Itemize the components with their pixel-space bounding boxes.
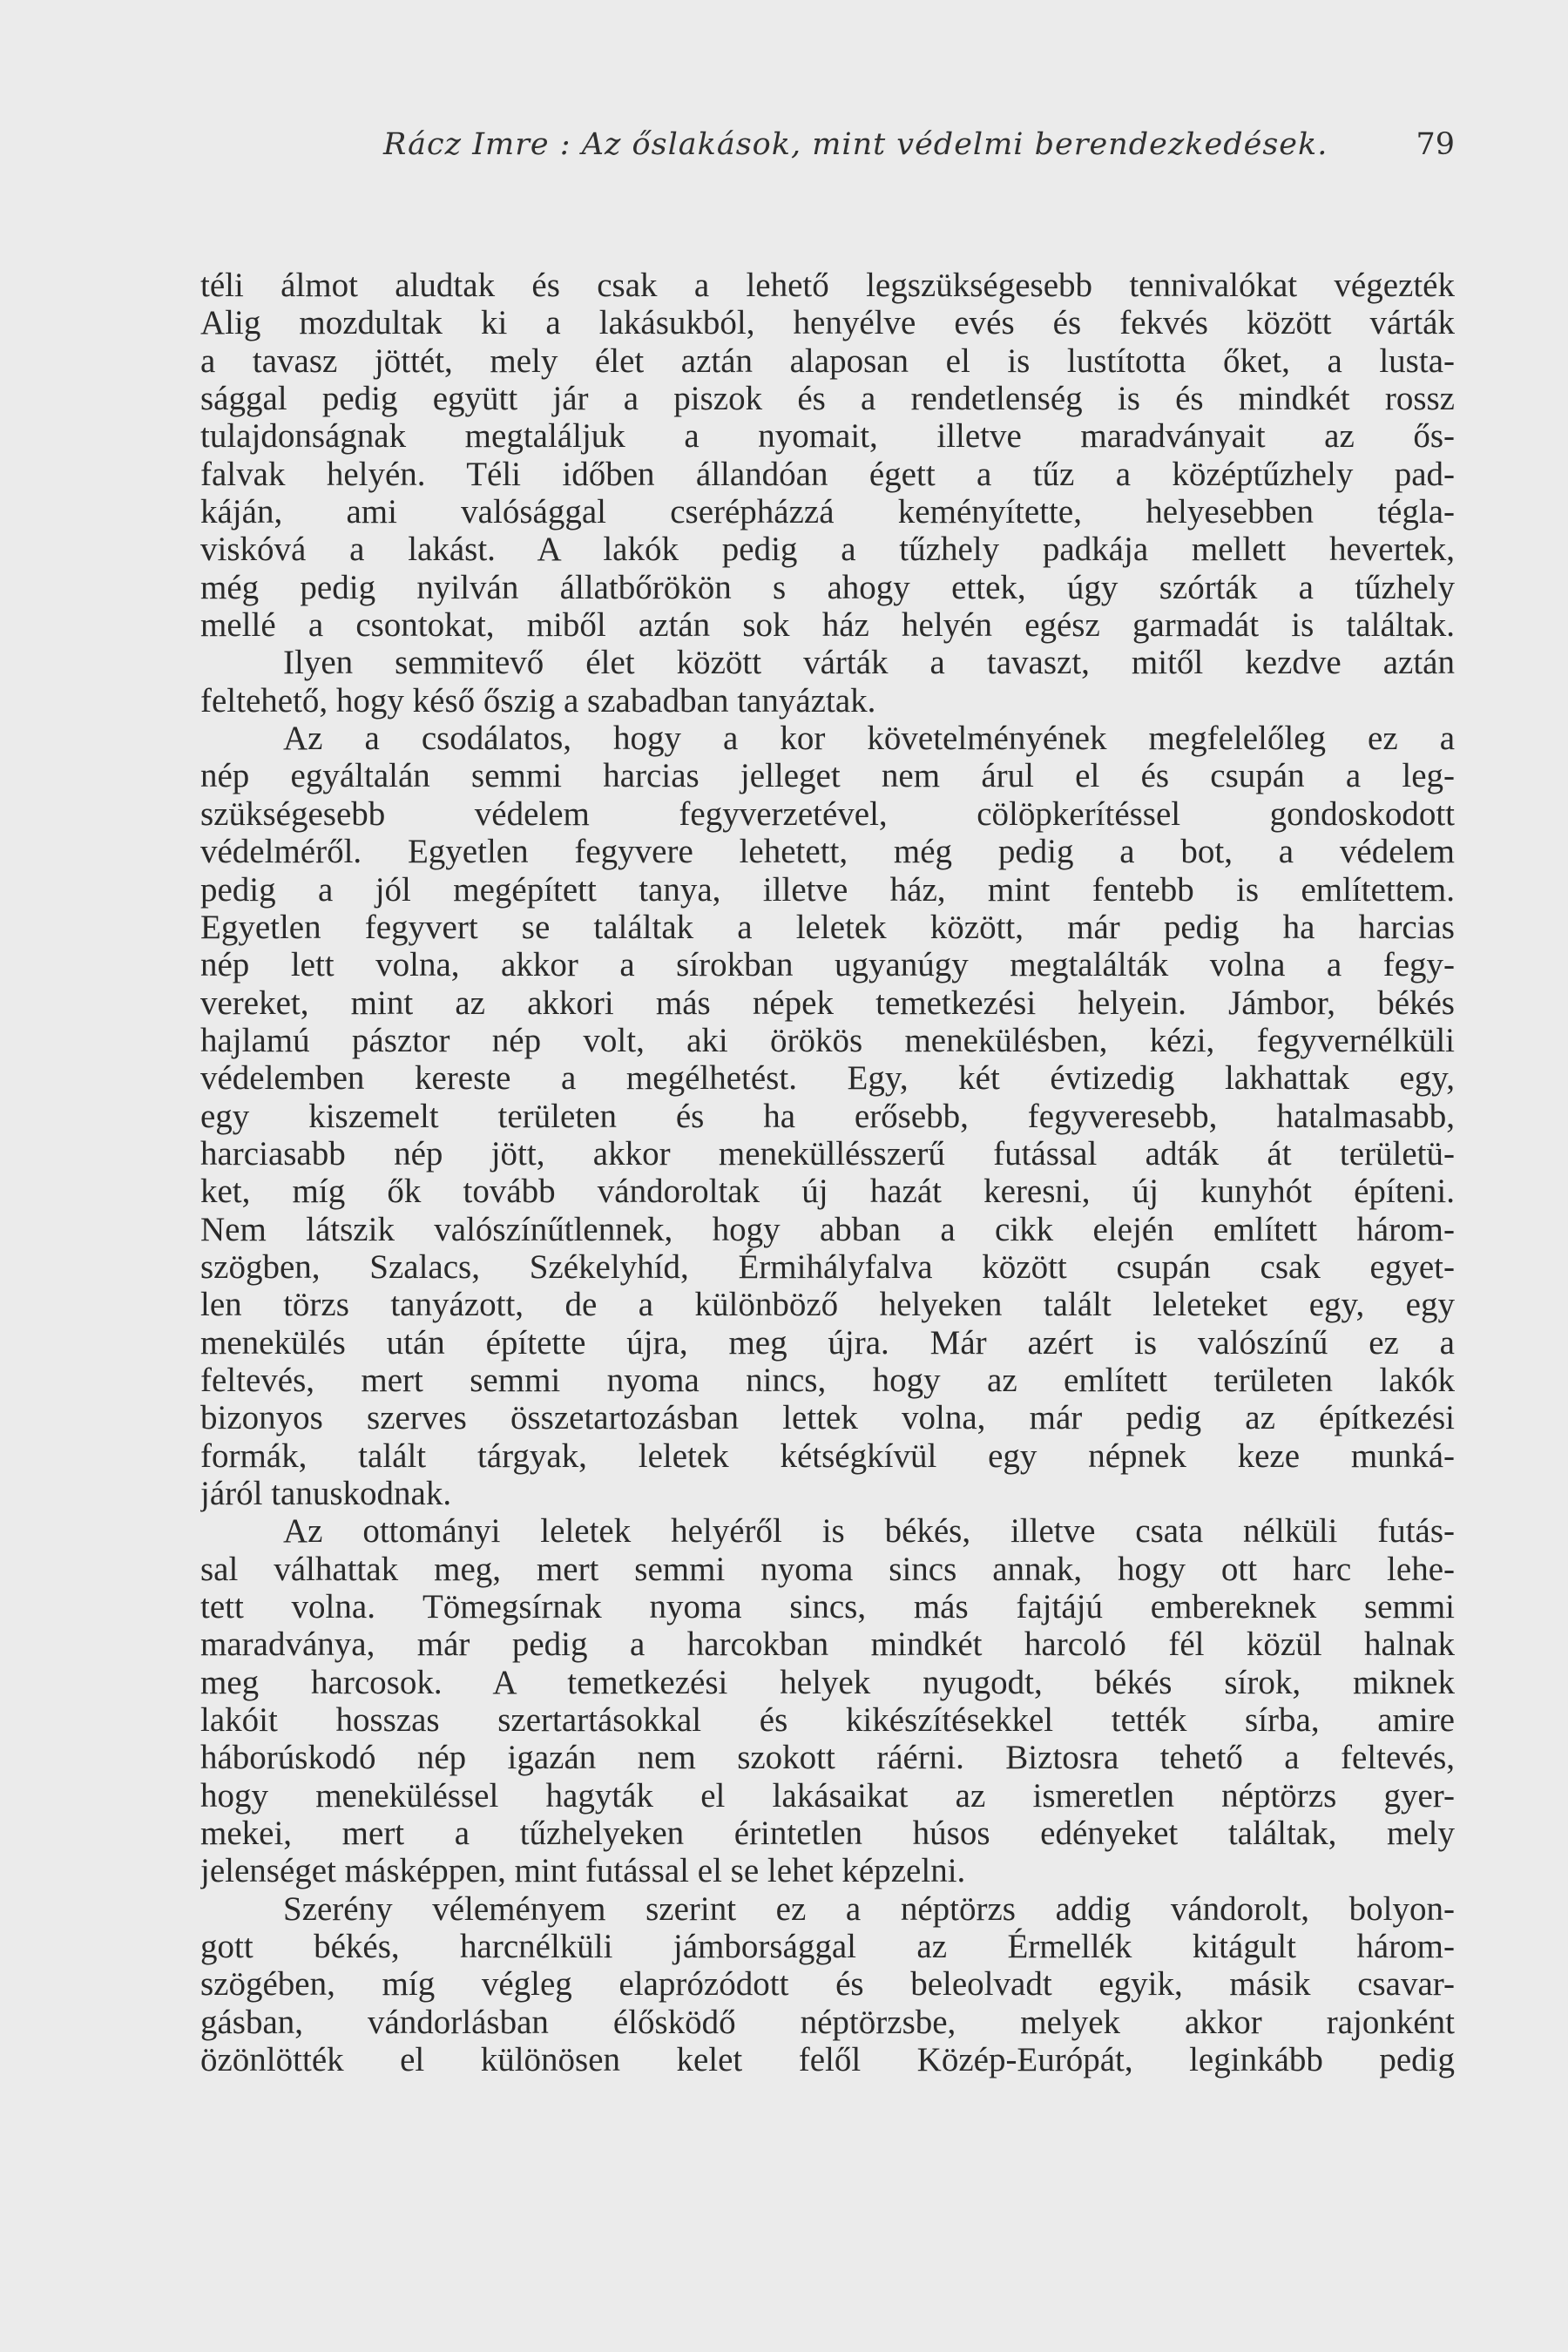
paragraph-4 bbox=[200, 1512, 1455, 1889]
text-line: tulajdonságnak megtaláljuk a nyomait, illetve maradványait az ős- bbox=[200, 417, 1455, 456]
text-line: Az a csodálatos, hogy a kor követelményének megfelelőleg ez a bbox=[283, 720, 1455, 758]
text-line: a tavasz jöttét, mely élet aztán alaposan el is lustította őket, a lusta- bbox=[200, 341, 1455, 380]
text-line: gott békés, harcnélküli jámborsággal az Érmellék kitágult három- bbox=[200, 1928, 1455, 1966]
text-line: téli álmot aludtak és csak a lehető legszükségesebb tennivalókat végezték bbox=[200, 267, 1455, 304]
text-line: gásban, vándorlásban élősködő néptörzsbe, melyek akkor rajonként bbox=[200, 2003, 1455, 2041]
text-line: hajlamú pásztor nép volt, aki örökös menekülésben, kézi, fegyvernélküli bbox=[200, 1021, 1455, 1059]
text-line: jelenséget másképpen, mint futással el se lehet képzelni. bbox=[200, 1852, 966, 1890]
text-line: meg harcosok. A temetkezési helyek nyugodt, békés sírok, miknek bbox=[200, 1663, 1455, 1701]
running-title: Rácz Imre : Az őslakások, mint védelmi berendezkedések. bbox=[383, 127, 1328, 162]
text-line: pedig a jól megépített tanya, illetve ház, mint fentebb is említettem. bbox=[200, 870, 1455, 909]
text-line: bizonyos szerves összetartozásban lettek volna, már pedig az építkezési bbox=[200, 1399, 1455, 1437]
text-line: formák, talált tárgyak, leletek kétségkívül egy népnek keze munká- bbox=[200, 1436, 1455, 1475]
text-line: özönlötték el különösen kelet felől Közép-Európát, leginkább pedig bbox=[200, 2041, 1455, 2079]
body-text bbox=[200, 267, 1455, 2079]
paragraph-3 bbox=[200, 720, 1455, 1512]
text-line: védelemben kereste a megélhetést. Egy, két évtizedig lakhattak egy, bbox=[200, 1059, 1455, 1098]
text-line: Szerény véleményem szerint ez a néptörzs addig vándorolt, bolyon- bbox=[283, 1889, 1455, 1928]
text-line: egy kiszemelt területen és ha erősebb, fegyveresebb, hatalmasabb, bbox=[200, 1097, 1455, 1135]
text-line: sal válhattak meg, mert semmi nyoma sincs annak, hogy ott harc lehe- bbox=[200, 1550, 1455, 1588]
text-line: szögében, míg végleg elaprózódott és beleolvadt egyik, másik csavar- bbox=[200, 1965, 1455, 2004]
text-line: még pedig nyilván állatbőrökön s ahogy ettek, úgy szórták a tűzhely bbox=[200, 568, 1455, 606]
text-line: viskóvá a lakást. A lakók pedig a tűzhely padkája mellett hevertek, bbox=[200, 531, 1455, 569]
text-line: Nem látszik valószínűtlennek, hogy abban a cikk elején említett három- bbox=[200, 1210, 1455, 1248]
text-line: Alig mozdultak ki a lakásukból, henyélve evés és fekvés között várták bbox=[200, 304, 1455, 342]
text-line: háborúskodó nép igazán nem szokott ráérni. Biztosra tehető a feltevés, bbox=[200, 1739, 1455, 1777]
text-line: járól tanuskodnak. bbox=[200, 1475, 452, 1512]
text-line: falvak helyén. Téli időben állandóan égett a tűz a középtűzhely pad- bbox=[200, 455, 1455, 493]
text-line: lakóit hosszas szertartásokkal és kikészítésekkel tették sírba, amire bbox=[200, 1701, 1455, 1740]
text-line: feltehető, hogy késő őszig a szabadban tanyáztak. bbox=[200, 681, 876, 720]
text-line: menekülés után építette újra, meg újra. Már azért is valószínű ez a bbox=[200, 1323, 1455, 1362]
text-line: maradványa, már pedig a harcokban mindkét harcoló fél közül halnak bbox=[200, 1625, 1455, 1664]
text-line: hogy meneküléssel hagyták el lakásaikat az ismeretlen néptörzs gyer- bbox=[200, 1776, 1455, 1815]
text-line: mellé a csontokat, miből aztán sok ház helyén egész garmadát is találtak. bbox=[200, 606, 1455, 645]
text-line: mekei, mert a tűzhelyeken érintetlen húsos edényeket találtak, mely bbox=[200, 1815, 1455, 1853]
text-line: Egyetlen fegyvert se találtak a leletek között, már pedig ha harcias bbox=[200, 908, 1455, 946]
paragraph-2 bbox=[200, 644, 1455, 720]
text-line: nép egyáltalán semmi harcias jelleget nem árul el és csupán a leg- bbox=[200, 757, 1455, 795]
text-line: harciasabb nép jött, akkor meneküllésszerű futással adták át területü- bbox=[200, 1134, 1455, 1173]
text-line: nép lett volna, akkor a sírokban ugyanúgy megtalálták volna a fegy- bbox=[200, 946, 1455, 984]
text-line: ket, míg ők tovább vándoroltak új hazát keresni, új kunyhót építeni. bbox=[200, 1173, 1455, 1211]
text-line: feltevés, mert semmi nyoma nincs, hogy az említett területen lakók bbox=[200, 1361, 1455, 1399]
text-line: len törzs tanyázott, de a különböző helyeken talált leleteket egy, egy bbox=[200, 1286, 1455, 1324]
text-line: szükségesebb védelem fegyverzetével, cölöpkerítéssel gondoskodott bbox=[200, 794, 1455, 833]
paragraph-1 bbox=[200, 267, 1455, 644]
text-line: vereket, mint az akkori más népek temetkezési helyein. Jámbor, békés bbox=[200, 983, 1455, 1022]
text-line: tett volna. Tömegsírnak nyoma sincs, más fajtájú embereknek semmi bbox=[200, 1588, 1455, 1626]
text-line: védelméről. Egyetlen fegyvere lehetett, még pedig a bot, a védelem bbox=[200, 833, 1455, 871]
text-line: sággal pedig együtt jár a piszok és a rendetlenség is és mindkét rossz bbox=[200, 380, 1455, 418]
text-line: káján, ami valósággal cserépházzá keményítette, helyesebben tégla- bbox=[200, 493, 1455, 531]
paragraph-5 bbox=[200, 1890, 1455, 2079]
page-number: 79 bbox=[1416, 127, 1455, 162]
text-line: szögben, Szalacs, Székelyhíd, Érmihályfalva között csupán csak egyet- bbox=[200, 1247, 1455, 1286]
text-line: Ilyen semmitevő élet között várták a tavaszt, mitől kezdve aztán bbox=[283, 644, 1455, 682]
text-line: Az ottományi leletek helyéről is békés, illetve csata nélküli futás- bbox=[283, 1512, 1455, 1551]
running-head bbox=[200, 127, 1455, 179]
